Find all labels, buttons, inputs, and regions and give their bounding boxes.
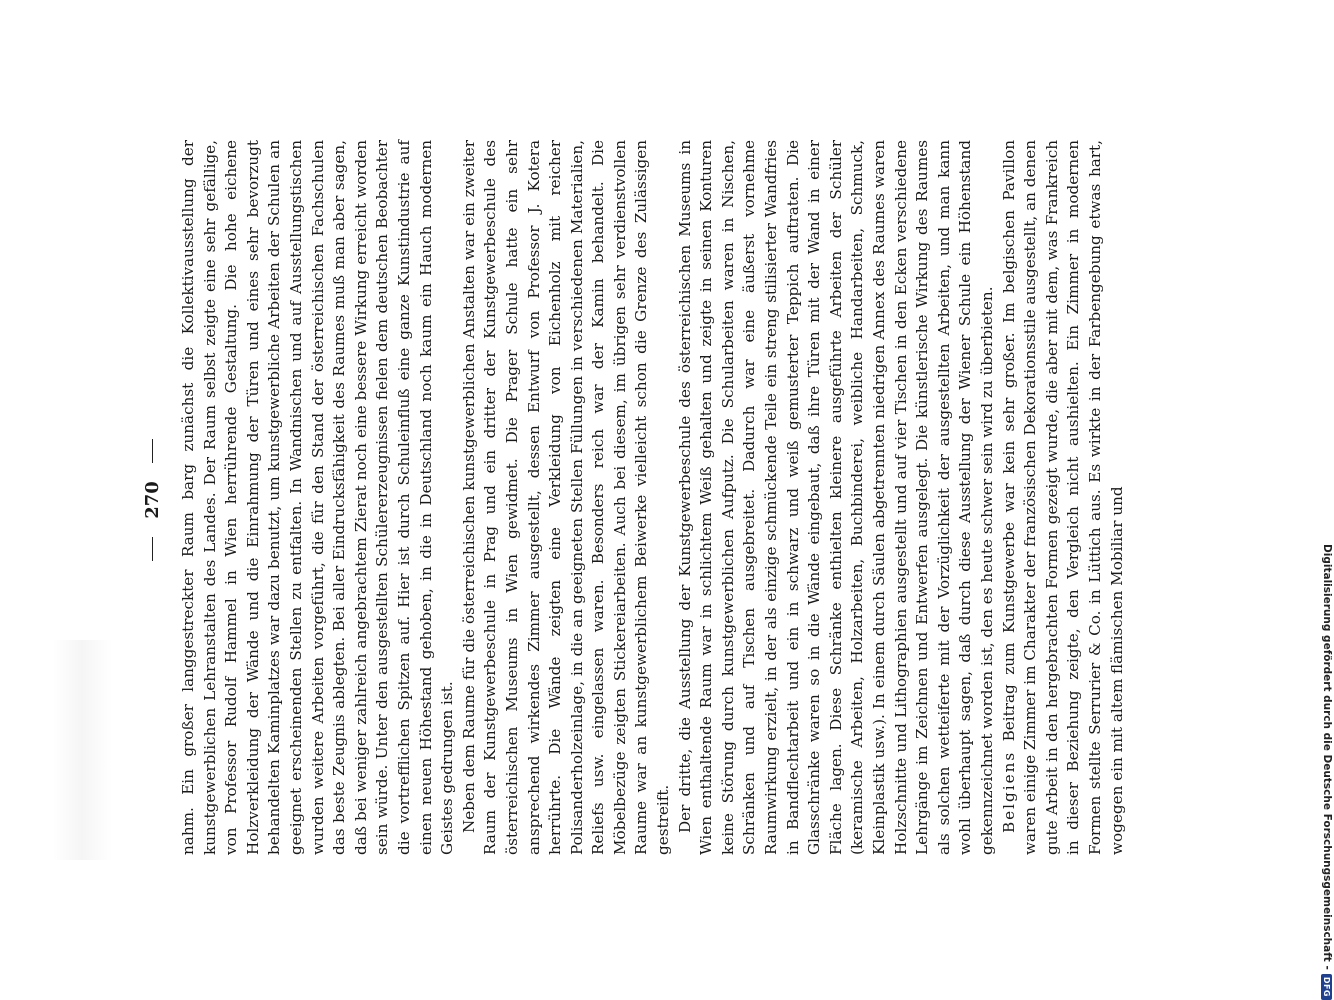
paragraph-2: Neben dem Raume für die österreichischen kunstgewerblichen Anstalten war ein zweiter Raum der Kunstgewerbeschule in Prag und ein dritter der Kunstgewerbeschule des österreichischen Museums in Wien gewidmet. Die Prager Schule hatte ein sehr ansprechend wirkendes Zimmer ausgestellt, dessen Entwurf von Professor J. Kotera herrührte. Die Wände zeigten eine Verkleidung von Eichenholz mit reicher Polisanderholzeinlage, in die an geeigneten Stellen Füllungen in verschiedenen Materialien, Reliefs usw. eingelassen waren. Besonders reich war der Kamin behandelt. Die Möbelbezüge zeigten Stickereiarbeiten. Auch bei diesem, im übrigen sehr verdienstvollen Raume war an kunstgewerblichem Beiwerke vielleicht schon die Grenze des Zulässigen gestreift. [459, 140, 673, 855]
page-number: 270 [141, 481, 163, 519]
paragraph-4-lead: Belgiens [999, 750, 1018, 833]
paragraph-1: nahm. Ein großer langgestreckter Raum barg zunächst die Kollektivausstellung der kunstgewerblichen Lehranstalten des Landes. Der Raum selbst zeigte eine sehr gefällige, von Professor Rudolf Hammel in Wien herrührende Gestaltung. Die hohe eichene Holzverkleidung der Wände und die Einrahmung der Türen und eines sehr bevorzugt behandelten Kaminplatzes war dazu benutzt, um kunstgewerbliche Arbeiten der Schulen an geeignet erscheinenden Stellen zu entfalten. In Wandnischen und auf Ausstellungstischen wurden weitere Arbeiten vorgeführt, die für den Stand der österreichischen Fachschulen das beste Zeugnis ablegten. Bei aller Eindrucksfähigkeit des Raumes muß man aber sagen, daß bei weniger zahlreich angebrachtem Zierat noch eine bessere Wirkung erreicht worden sein würde. Unter den ausgestellten Schülererzeugnissen fielen dem deutschen Beobachter die vortrefflichen Spitzen auf. Hier ist durch Schuleinfluß eine ganze Kunstindustrie auf einen neuen Höhestand gehoben, in die in Deutschland noch kaum ein Hauch modernen Geistes gedrungen ist. [179, 140, 457, 855]
dfg-logo: DFG [1322, 974, 1333, 1000]
paragraph-4 [999, 140, 1129, 855]
paragraph-3: Der dritte, die Ausstellung der Kunstgewerbeschule des österreichischen Museums in Wien enthaltende Raum war in schlichtem Weiß gehalten und zeigte in seinen Konturen keine Störung durch kunstgewerblichen Aufputz. Die Schularbeiten waren in Nischen, Schränken und auf Tischen ausgebreitet. Dadurch war eine äußerst vornehme Raumwirkung erzielt, in der als einzige schmückende Teile ein streng stilisierter Wandfries in Bandflechtarbeit und ein in schwarz und weiß gemusterter Teppich auftraten. Die Glasschränke waren so in die Wände eingebaut, daß ihre Türen mit der Wand in einer Fläche lagen. Diese Schränke enthielten kleinere ausgeführte Arbeiten der Schüler (keramische Arbeiten, Holzarbeiten, Buchbinderei, weibliche Handarbeiten, Schmuck, Kleinplastik usw.). In einem durch Säulen abgetrennten niedrigen Annex des Raumes waren Holzschnitte und Lithographien ausgestellt und auf vier Tischen in den Ecken verschiedene Lehrgänge im Zeichnen und Entwerfen ausgelegt. Die künstlerische Wirkung des Raumes als solchen wetteiferte mit der Vorzüglichkeit der ausgestellten Arbeiten, und man kann wohl überhaupt sagen, daß durch diese Ausstellung der Wiener Schule ein Höhenstand gekennzeichnet worden ist, den es heute schwer sein wird zu überbieten. [675, 140, 996, 855]
digitization-credit [1320, 0, 1334, 1000]
body-text [178, 140, 1228, 855]
header-dash-right [152, 439, 153, 463]
credit-text: Digitalisierung gefördert durch die Deutsche Forschungsgemeinschaft - [1321, 544, 1333, 970]
header-dash-left [152, 537, 153, 561]
paragraph-4-text: Beitrag zum Kunstgewerbe war kein sehr großer. Im belgischen Pavillon waren einige Zimmer im Charakter der französischen Dekorationsstile ausgestellt, an denen gute Arbeit in den hergebrachten Formen gezeigt wurde, die aber mit dem, was Frankreich in dieser Beziehung zeigte, den Vergleich nicht aushielten. Ein Zimmer in modernen Formen stellte Serrurier & Co. in Lüttich aus. Es wirkte in der Farbengebung etwas hart, wogegen ein mit altem flämischen Mobiliar und [999, 139, 1126, 855]
page-header [140, 130, 164, 870]
